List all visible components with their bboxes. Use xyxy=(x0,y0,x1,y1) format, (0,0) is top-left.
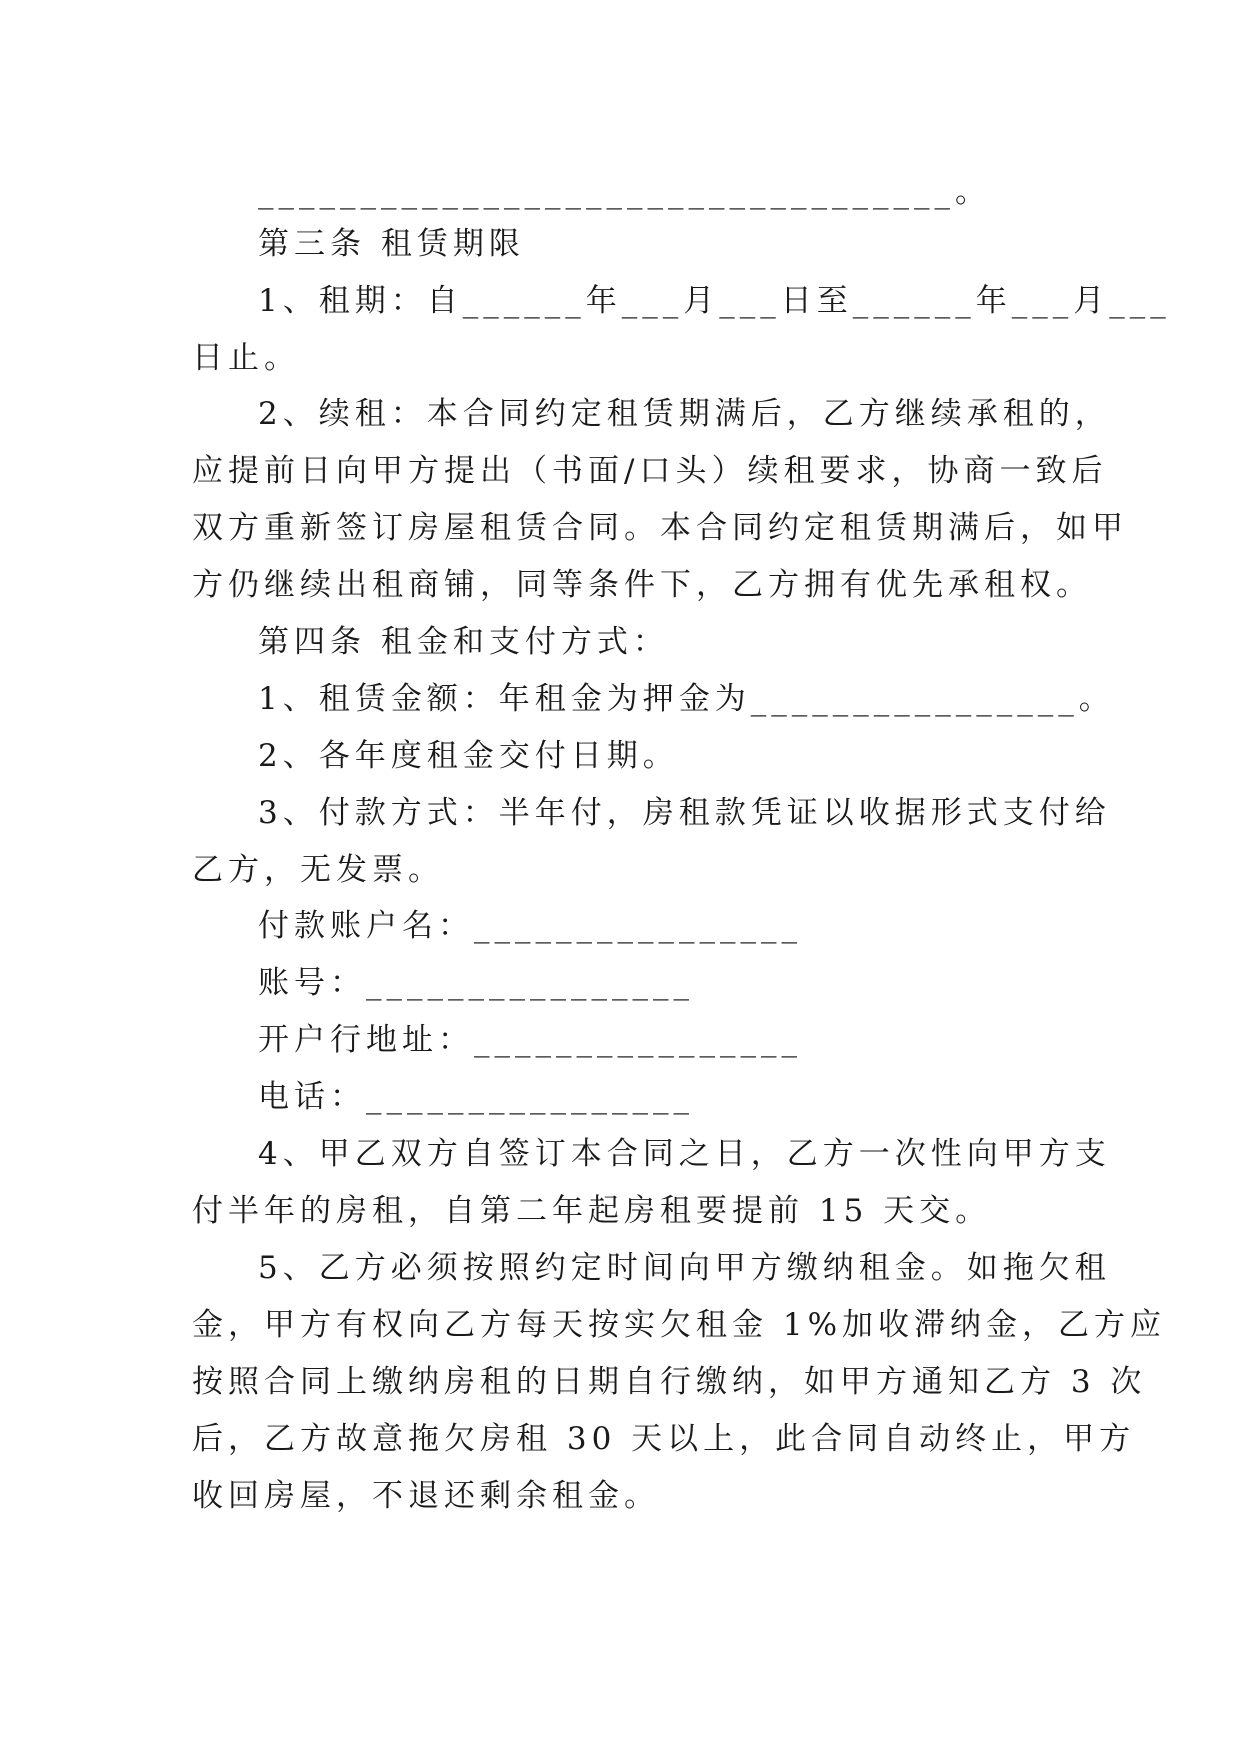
payment-method-line-2: 乙方，无发票。 xyxy=(192,852,444,888)
clause-4-line-1: 4、甲乙双方自签订本合同之日，乙方一次性向甲方支 xyxy=(258,1136,1111,1172)
article-3-heading: 第三条 租赁期限 xyxy=(258,226,525,262)
payment-method-line-1: 3、付款方式：半年付，房租款凭证以收据形式支付给 xyxy=(258,795,1111,831)
account-name-field: 付款账户名：________________ xyxy=(258,908,802,944)
account-number-field: 账号：________________ xyxy=(258,965,694,1001)
blank-line-end: __________________________________。 xyxy=(258,174,991,210)
clause-5-line-1: 5、乙方必须按照约定时间向甲方缴纳租金。如拖欠租 xyxy=(258,1250,1111,1286)
lease-term-line: 1、租期：自______年___月___日至______年___月___ xyxy=(258,283,1171,319)
renewal-line-2: 应提前日向甲方提出（书面/口头）续租要求，协商一致后 xyxy=(192,453,1108,489)
phone-field: 电话：________________ xyxy=(258,1079,694,1115)
bank-address-field: 开户行地址：________________ xyxy=(258,1022,802,1058)
payment-date-line: 2、各年度租金交付日期。 xyxy=(258,738,679,774)
clause-5-line-3: 按照合同上缴纳房租的日期自行缴纳，如甲方通知乙方 3 次 xyxy=(192,1364,1147,1400)
clause-5-line-2: 金，甲方有权向乙方每天按实欠租金 1%加收滞纳金，乙方应 xyxy=(192,1307,1167,1343)
renewal-line-3: 双方重新签订房屋租赁合同。本合同约定租赁期满后，如甲 xyxy=(192,510,1128,546)
rent-amount-line: 1、租赁金额：年租金为押金为________________。 xyxy=(258,681,1115,717)
article-4-heading: 第四条 租金和支付方式： xyxy=(258,624,669,660)
renewal-line-4: 方仍继续出租商铺，同等条件下，乙方拥有优先承租权。 xyxy=(192,567,1092,603)
clause-4-line-2: 付半年的房租，自第二年起房租要提前 15 天交。 xyxy=(192,1193,992,1229)
lease-term-line-cont: 日止。 xyxy=(192,340,300,376)
clause-5-line-4: 后，乙方故意拖欠房租 30 天以上，此合同自动终止，甲方 xyxy=(192,1421,1136,1457)
clause-5-line-5: 收回房屋，不退还剩余租金。 xyxy=(192,1478,660,1514)
renewal-line-1: 2、续租：本合同约定租赁期满后，乙方继续承租的， xyxy=(258,396,1111,432)
